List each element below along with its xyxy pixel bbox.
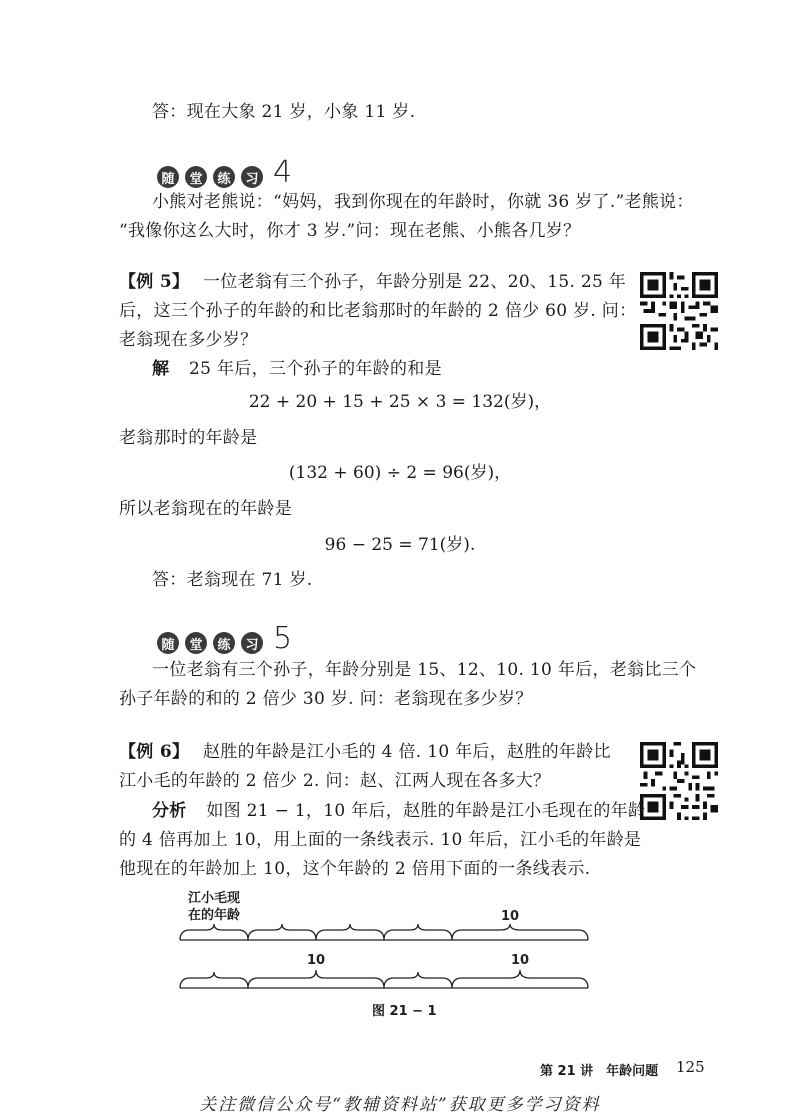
- figure-label-line2: 在的年龄: [188, 908, 241, 923]
- bottom-ten-label: 10: [306, 953, 326, 968]
- practice4-text-line: 小熊对老熊说：“妈妈，我到你现在的年龄时，你就 36 岁了.”老熊说：: [152, 192, 694, 212]
- top-ten-label: 10: [500, 909, 520, 924]
- example6-text: 赵胜的年龄是江小毛的 4 倍. 10 年后，赵胜的年龄比: [202, 742, 611, 762]
- top-brace: [316, 924, 384, 940]
- equation-2: (132 + 60) ÷ 2 = 96(岁)，: [288, 463, 512, 483]
- top-brace: [452, 924, 588, 940]
- equation-3: 96 − 25 = 71(岁).: [324, 535, 476, 555]
- practice-number: 5: [273, 621, 293, 656]
- example6-first-line: [119, 740, 611, 764]
- top-brace: [384, 924, 452, 940]
- answer-elephant: 答：现在大象 21 岁，小象 11 岁.: [152, 102, 416, 122]
- solution-text: 所以老翁现在的年龄是: [119, 499, 292, 519]
- solution-label: 解: [152, 359, 170, 379]
- answer-old-man: 答：老翁现在 71 岁.: [152, 570, 313, 590]
- bottom-ten-label: 10: [510, 953, 530, 968]
- practice-heading-4: [157, 155, 293, 190]
- heading-char: 习: [241, 632, 263, 654]
- page-number: 125: [676, 1058, 705, 1076]
- practice-number: 4: [273, 155, 293, 190]
- example5-text-line: 老翁现在多少岁？: [119, 330, 258, 350]
- watermark-text: 关注微信公众号“教辅资料站”获取更多学习资料: [199, 1095, 601, 1115]
- figure-caption: 图 21 − 1: [372, 1004, 437, 1019]
- solution-intro-line: [152, 357, 442, 381]
- practice5-text-line: 一位老翁有三个孙子，年龄分别是 15、12、10. 10 年后，老翁比三个: [152, 660, 697, 680]
- figure-label-line1: 江小毛现: [188, 891, 241, 906]
- analysis-first-line: [152, 799, 645, 823]
- practice4-text-line: “我像你这么大时，你才 3 岁.”问：现在老熊、小熊各几岁？: [119, 221, 581, 241]
- example5-text-line: 后，这三个孙子的年龄的和比老翁那时的年龄的 2 倍少 60 岁. 问：: [119, 301, 637, 321]
- analysis-label: 分析: [152, 801, 187, 821]
- qr-code[interactable]: [640, 272, 718, 350]
- practice5-text-line: 孙子年龄的和的 2 倍少 30 岁. 问：老翁现在多少岁？: [119, 689, 533, 709]
- example6-text-line: 江小毛的年龄的 2 倍少 2. 问：赵、江两人现在各多大？: [119, 771, 551, 791]
- heading-char: 堂: [185, 166, 207, 188]
- top-brace: [180, 924, 248, 940]
- bottom-brace: [180, 972, 248, 988]
- bottom-brace: [248, 970, 384, 988]
- top-brace: [248, 924, 316, 940]
- example5-text: 一位老翁有三个孙子，年龄分别是 22、20、15. 25 年: [202, 272, 627, 292]
- analysis-text: 如图 21 − 1，10 年后，赵胜的年龄是江小毛现在的年龄: [206, 801, 646, 821]
- solution-intro: 25 年后，三个孙子的年龄的和是: [189, 359, 442, 379]
- heading-char: 随: [157, 632, 179, 654]
- chapter-title: 第 21 讲 年龄问题: [540, 1064, 659, 1079]
- bottom-brace: [452, 970, 588, 988]
- heading-char: 随: [157, 166, 179, 188]
- heading-char: 练: [213, 166, 235, 188]
- heading-char: 习: [241, 166, 263, 188]
- example5-tag: 【例 5】: [119, 272, 190, 292]
- example5-first-line: [119, 270, 626, 294]
- practice-heading-5: [157, 621, 293, 656]
- analysis-text-line: 他现在的年龄加上 10，这个年龄的 2 倍用下面的一条线表示.: [119, 859, 591, 879]
- analysis-text-line: 的 4 倍再加上 10，用上面的一条线表示. 10 年后，江小毛的年龄是: [119, 830, 642, 850]
- equation-1: 22 + 20 + 15 + 25 × 3 = 132(岁)，: [248, 392, 552, 412]
- heading-char: 堂: [185, 632, 207, 654]
- qr-code[interactable]: [640, 742, 718, 820]
- bottom-brace: [384, 972, 452, 988]
- example6-tag: 【例 6】: [119, 742, 190, 762]
- solution-text: 老翁那时的年龄是: [119, 428, 258, 448]
- line-segment-diagram: [170, 900, 600, 1000]
- heading-char: 练: [213, 632, 235, 654]
